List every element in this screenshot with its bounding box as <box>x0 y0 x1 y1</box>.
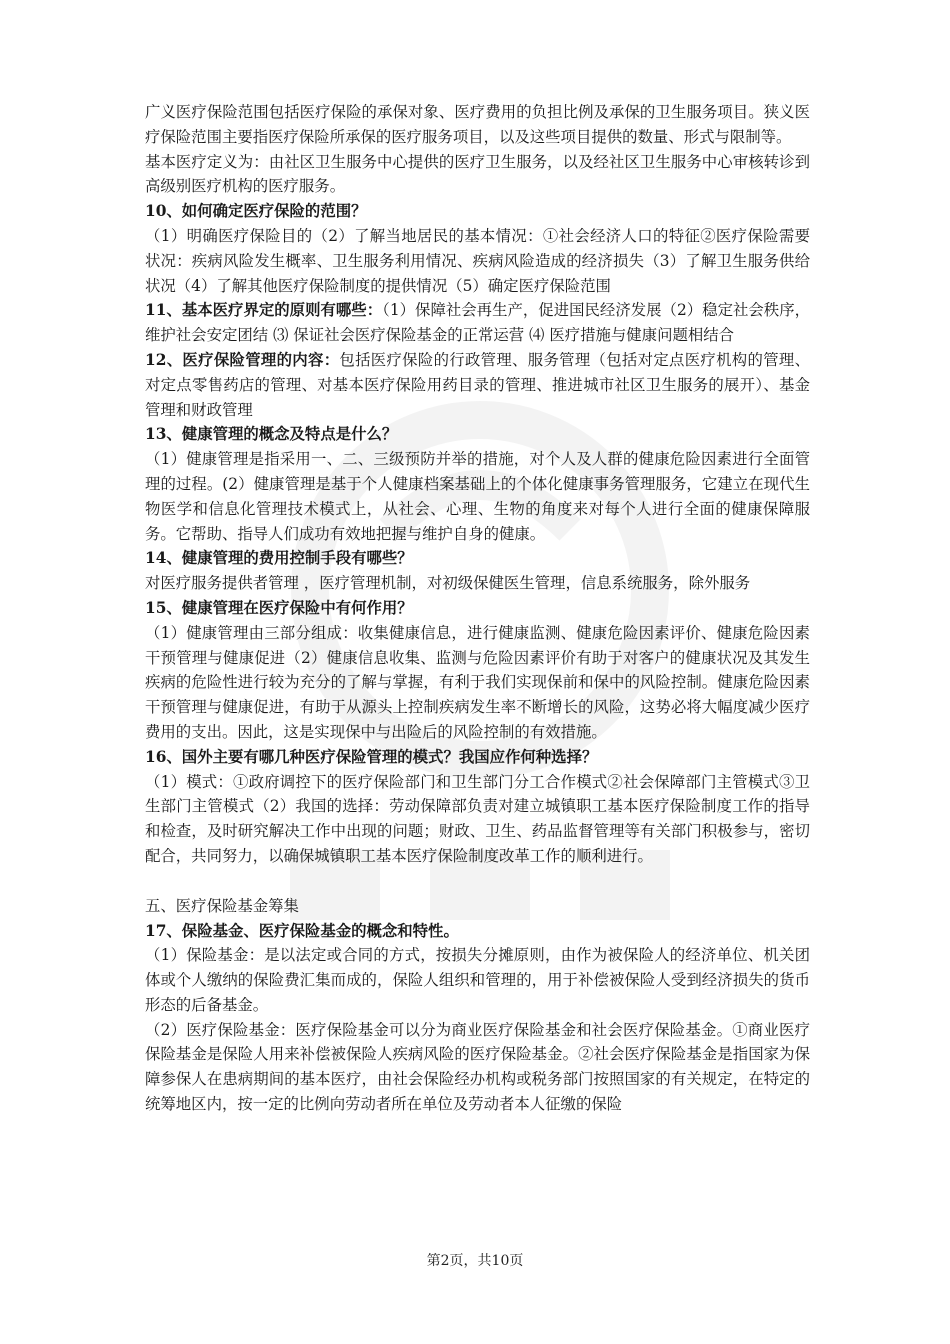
question-heading: 17、保险基金、医疗保险基金的概念和特性。 <box>145 921 459 940</box>
question-paragraph <box>145 348 810 422</box>
body-paragraph: （1）明确医疗保险目的（2）了解当地居民的基本情况：①社会经济人口的特征②医疗保险需要状况：疾病风险发生概率、卫生服务利用情况、疾病风险造成的经济损失（3）了解卫生服务供给状况（4）了解其他医疗保险制度的提供情况（5）确定医疗保险范围 <box>145 226 810 295</box>
body-paragraph: （1）健康管理是指采用一、二、三级预防并举的措施，对个人及人群的健康危险因素进行全面管理的过程。(2）健康管理是基于个人健康档案基础上的个体化健康事务管理服务，它建立在现代生物医学和信息化管理技术模式上，从社会、心理、生物的角度来对每个人进行全面的健康保障服务。它帮助、指导人们成功有效地把握与维护自身的健康。 <box>145 450 810 543</box>
question-heading: 16、国外主要有哪几种医疗保险管理的模式？我国应作何种选择？ <box>145 747 598 766</box>
section-title: 五、医疗保险基金筹集 <box>145 896 299 915</box>
body-paragraph: 基本医疗定义为：由社区卫生服务中心提供的医疗卫生服务，以及经社区卫生服务中心审核转诊到高级别医疗机构的医疗服务。 <box>145 152 810 196</box>
answer-text: （1）保障社会再生产，促进国民经济发展（2）稳定社会秩序，维护社会安定团结 ⑶ 保证社会医疗保险基金的正常运营 ⑷ 医疗措施与健康问题相结合 <box>145 301 810 345</box>
document-body <box>145 100 810 1117</box>
question-heading: 15、健康管理在医疗保险中有何作用？ <box>145 598 413 617</box>
question-heading: 13、健康管理的概念及特点是什么？ <box>145 425 398 444</box>
body-paragraph: （1）健康管理由三部分组成：收集健康信息，进行健康监测、健康危险因素评价、健康危险因素干预管理与健康促进（2）健康信息收集、监测与危险因素评价有助于对客户的健康状况及其发生疾病的危险性进行较为充分的了解与掌握，有利于我们实现保前和保中的风险控制。健康危险因素干预管理与健康促进，有助于从源头上控制疾病发生率不断增长的风险，这势必将大幅度减少医疗费用的支出。因此，这是实现保中与出险后的风险控制的有效措施。 <box>145 623 810 741</box>
body-paragraph: （2）医疗保险基金：医疗保险基金可以分为商业医疗保险基金和社会医疗保险基金。①商业医疗保险基金是保险人用来补偿被保险人疾病风险的医疗保险基金。②社会医疗保险基金是指国家为保障参保人在患病期间的基本医疗，由社会保险经办机构或税务部门按照国家的有关规定，在特定的统筹地区内，按一定的比例向劳动者所在单位及劳动者本人征缴的保险 <box>145 1020 810 1114</box>
question-heading: 10、如何确定医疗保险的范围？ <box>145 202 367 221</box>
question-heading: 12、医疗保险管理的内容： <box>145 350 340 369</box>
body-paragraph: （1）保险基金：是以法定或合同的方式，按损失分摊原则，由作为被保险人的经济单位、机关团体或个人缴纳的保险费汇集而成的，保险人组织和管理的，用于补偿被保险人受到经济损失的货币形态的后备基金。 <box>145 946 810 1014</box>
body-paragraph: 广义医疗保险范围包括医疗保险的承保对象、医疗费用的负担比例及承保的卫生服务项目。狭义医疗保险范围主要指医疗保险所承保的医疗服务项目，以及这些项目提供的数量、形式与限制等。 <box>145 103 810 146</box>
answer-text: 包括医疗保险的行政管理、服务管理（包括对定点医疗机构的管理、对定点零售药店的管理、对基本医疗保险用药目录的管理、推进城市社区卫生服务的展开）、基金管理和财政管理 <box>145 350 810 419</box>
body-paragraph: 对医疗服务提供者管理 ，医疗管理机制，对初级保健医生管理，信息系统服务，除外服务 <box>145 574 751 593</box>
page-footer: 第2页，共10页 <box>426 1253 524 1269</box>
body-paragraph: （1）模式：①政府调控下的医疗保险部门和卫生部门分工合作模式②社会保障部门主管模式③卫生部门主管模式（2）我国的选择：劳动保障部负责对建立城镇职工基本医疗保险制度工作的指导和检查，及时研究解决工作中出现的问题；财政、卫生、药品监督管理等有关部门积极参与，密切配合，共同努力，以确保城镇职工基本医疗保险制度改革工作的顺利进行。 <box>145 772 810 865</box>
question-heading: 14、健康管理的费用控制手段有哪些？ <box>145 549 413 568</box>
question-heading: 11、基本医疗界定的原则有哪些： <box>145 301 383 320</box>
question-paragraph <box>145 298 810 348</box>
